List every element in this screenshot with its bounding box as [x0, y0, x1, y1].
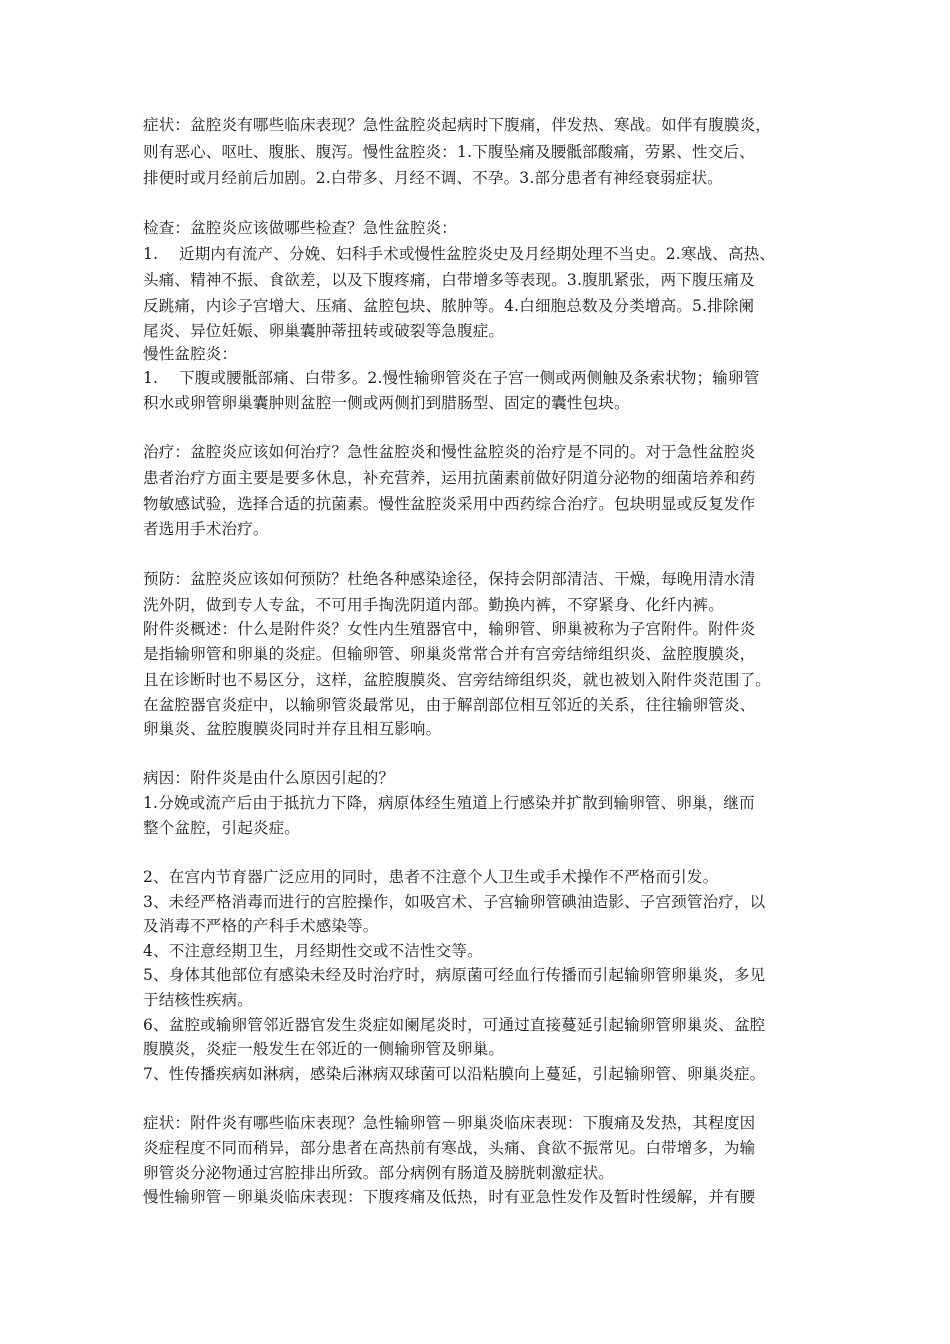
text-line: 且在诊断时也不易区分，这样，盆腔腹膜炎、宫旁结缔组织炎，就也被划入附件炎范围了。 — [143, 671, 772, 689]
text-line: 反跳痛，内诊子宫增大、压痛、盆腔包块、脓肿等。4.白细胞总数及分类增高。5.排除阑 — [143, 297, 755, 315]
text-line: 腹膜炎，炎症一般发生在邻近的一侧输卵管及卵巢。 — [143, 1040, 505, 1058]
text-line: 1.分娩或流产后由于抵抗力下降，病原体经生殖道上行感染并扩散到输卵管、卵巢，继而 — [143, 794, 755, 812]
text-line: 物敏感试验，选择合适的抗菌素。慢性盆腔炎采用中西药综合治疗。包块明显或反复发作 — [143, 495, 756, 513]
text-line: 慢性输卵管－卵巢炎临床表现：下腹疼痛及低热，时有亚急性发作及暂时性缓解，并有腰 — [143, 1188, 756, 1206]
text-line: 慢性盆腔炎： — [143, 345, 238, 363]
text-line: 整个盆腔，引起炎症。 — [143, 819, 301, 837]
text-line: 于结核性疾病。 — [143, 991, 253, 1009]
text-line: 头痛、精神不振、食欲差，以及下腹疼痛，白带增多等表现。3.腹肌紧张，两下腹压痛及 — [143, 271, 755, 289]
text-line: 1. 近期内有流产、分娩、妇科手术或慢性盆腔炎史及月经期处理不当史。2.寒战、高热、 — [143, 245, 776, 263]
text-line: 尾炎、异位妊娠、卵巢囊肿蒂扭转或破裂等急腹症。 — [143, 322, 505, 340]
text-line: 炎症程度不同而稍异，部分患者在高热前有寒战，头痛、食欲不振常见。白带增多，为输 — [143, 1139, 756, 1157]
text-line: 5、身体其他部位有感染未经及时治疗时，病原菌可经血行传播而引起输卵管卵巢炎，多见 — [143, 966, 766, 984]
text-line: 病因：附件炎是由什么原因引起的？ — [143, 769, 395, 787]
text-line: 7、性传播疾病如淋病，感染后淋病双球菌可以沿粘膜向上蔓延，引起输卵管、卵巢炎症。 — [143, 1065, 766, 1083]
text-line: 则有恶心、呕吐、腹胀、腹泻。慢性盆腔炎：1.下腹坠痛及腰骶部酸痛，劳累、性交后、 — [143, 143, 755, 161]
text-line: 卵巢炎、盆腔腹膜炎同时并存且相互影响。 — [143, 720, 442, 738]
text-line: 患者治疗方面主要是要多休息，补充营养，运用抗菌素前做好阴道分泌物的细菌培养和药 — [143, 469, 756, 487]
text-line: 症状：盆腔炎有哪些临床表现？急性盆腔炎起病时下腹痛，伴发热、寒战。如伴有腹膜炎， — [143, 116, 772, 134]
text-line: 及消毒不严格的产科手术感染等。 — [143, 917, 379, 935]
text-line: 排便时或月经前后加剧。2.白带多、月经不调、不孕。3.部分患者有神经衰弱症状。 — [143, 169, 723, 187]
text-line: 1. 下腹或腰骶部痛、白带多。2.慢性输卵管炎在子宫一侧或两侧触及条索状物；输卵管 — [143, 369, 760, 387]
text-line: 者选用手术治疗。 — [143, 520, 269, 538]
text-line: 卵管炎分泌物通过宫腔排出所致。部分病例有肠道及膀胱刺激症状。 — [143, 1164, 615, 1182]
text-line: 是指输卵管和卵巢的炎症。但输卵管、卵巢炎常常合并有宫旁结缔组织炎、盆腔腹膜炎， — [143, 645, 756, 663]
text-line: 4、不注意经期卫生，月经期性交或不洁性交等。 — [143, 942, 483, 960]
text-line: 6、盆腔或输卵管邻近器官发生炎症如阑尾炎时，可通过直接蔓延引起输卵管卵巢炎、盆腔 — [143, 1016, 766, 1034]
text-line: 洗外阴，做到专人专盆，不可用手掏洗阴道内部。勤换内裤，不穿紧身、化纤内裤。 — [143, 596, 724, 614]
text-line: 积水或卵管卵巢囊肿则盆腔一侧或两侧扪到腊肠型、固定的囊性包块。 — [143, 394, 630, 412]
text-line: 3、未经严格消毒而进行的宫腔操作，如吸宫术、子宫输卵管碘油造影、子宫颈管治疗，以 — [143, 893, 766, 911]
text-line: 附件炎概述：什么是附件炎？女性内生殖器官中，输卵管、卵巢被称为子宫附件。附件炎 — [143, 620, 756, 638]
text-line: 在盆腔器官炎症中，以输卵管炎最常见，由于解剖部位相互邻近的关系，往往输卵管炎、 — [143, 696, 756, 714]
text-line: 2、在宫内节育器广泛应用的同时，患者不注意个人卫生或手术操作不严格而引发。 — [143, 868, 719, 886]
text-line: 治疗：盆腔炎应该如何治疗？急性盆腔炎和慢性盆腔炎的治疗是不同的。对于急性盆腔炎 — [143, 443, 756, 461]
text-line: 症状：附件炎有哪些临床表现？急性输卵管－卵巢炎临床表现：下腹痛及发热，其程度因 — [143, 1114, 756, 1132]
text-line: 预防：盆腔炎应该如何预防？杜绝各种感染途径，保持会阴部清洁、干燥，每晚用清水清 — [143, 570, 756, 588]
text-line: 检查：盆腔炎应该做哪些检查？急性盆腔炎： — [143, 219, 458, 237]
